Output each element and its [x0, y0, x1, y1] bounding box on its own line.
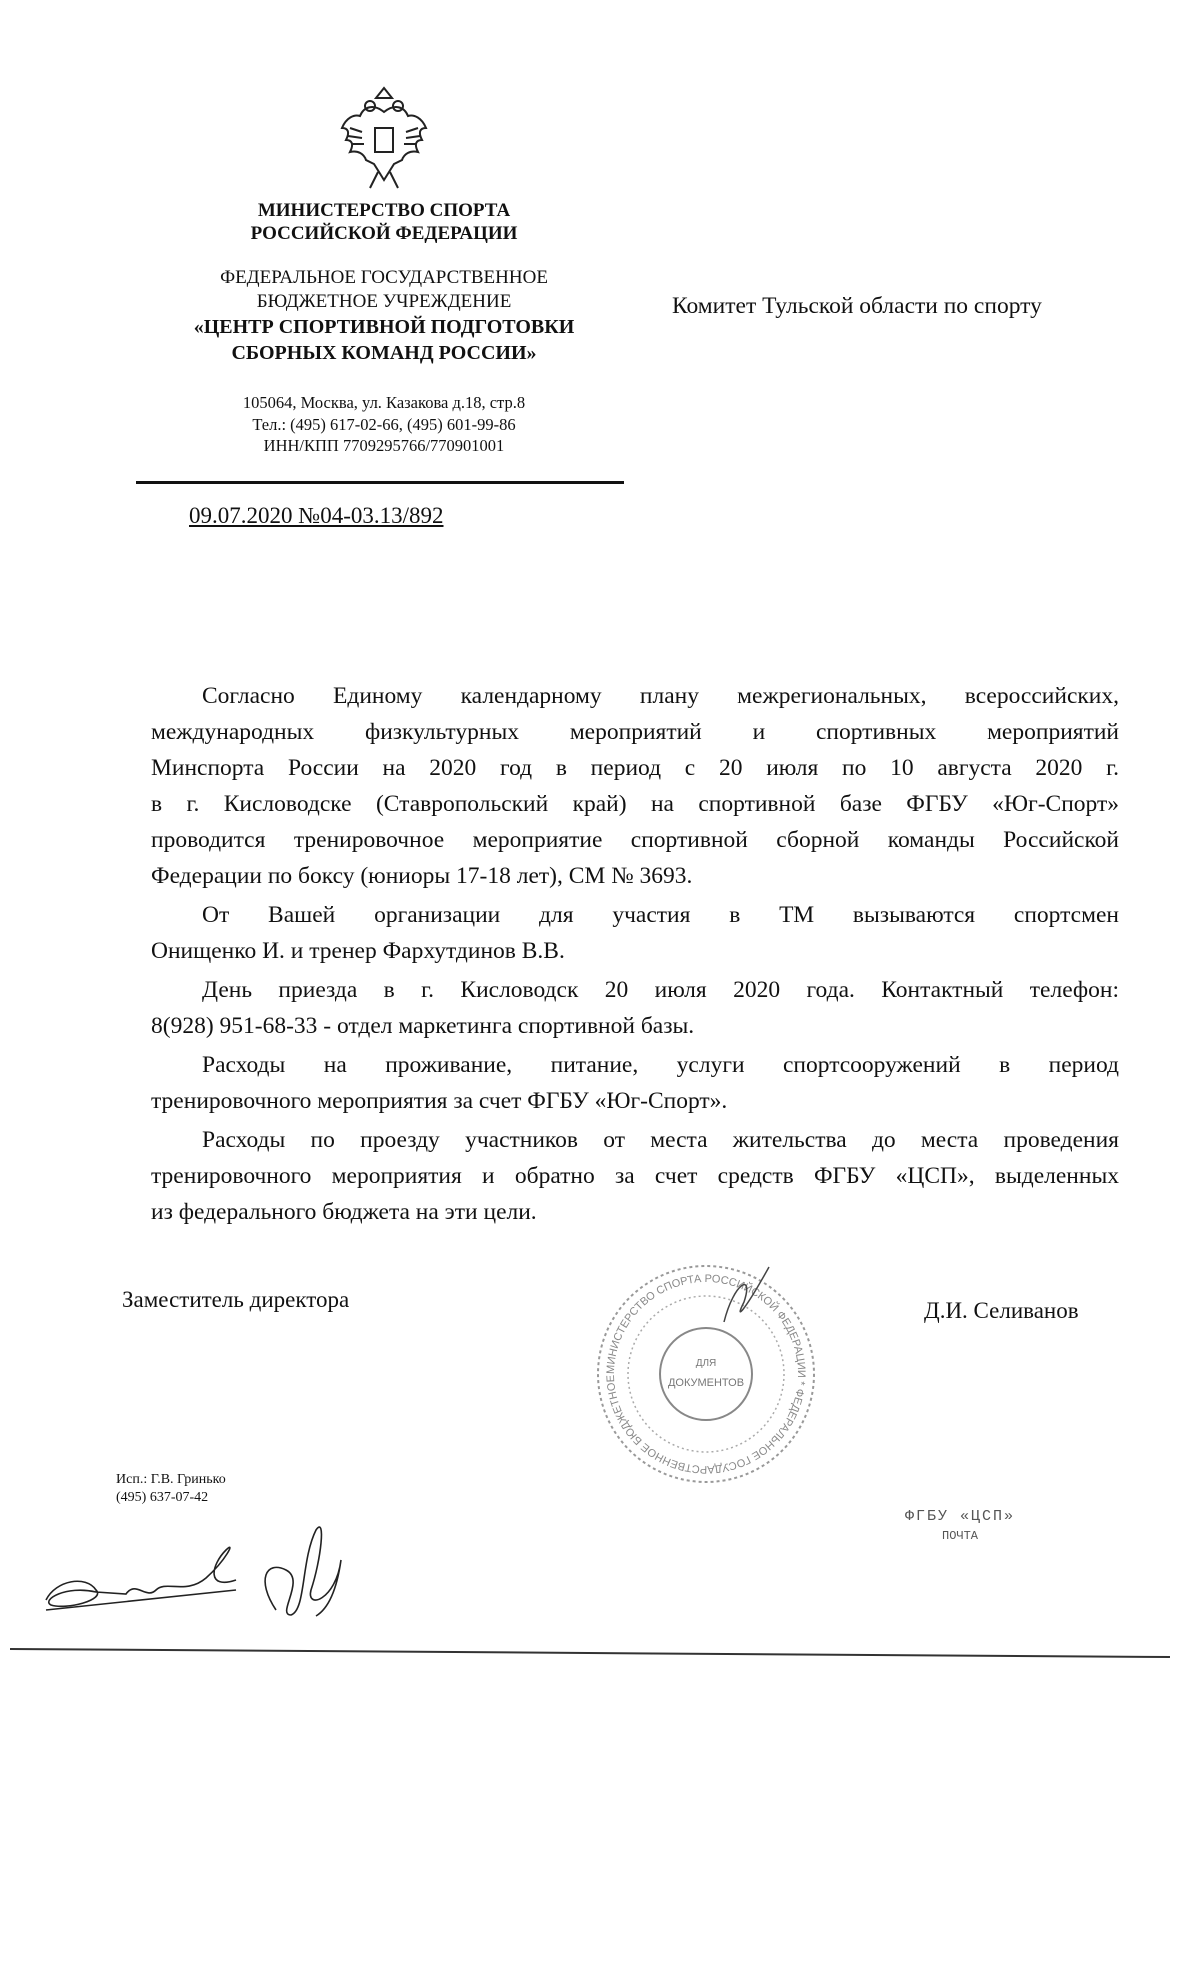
mail-stamp: [905, 1508, 1015, 1543]
body-line: проводится тренировочное мероприятие спортивной сборной команды Российской: [151, 827, 1119, 853]
svg-text:ДЛЯ: ДЛЯ: [695, 1358, 717, 1369]
body-line: Минспорта России на 2020 год в период с 20 июля по 10 августа 2020 г.: [151, 755, 1119, 781]
body-line: 8(928) 951-68-33 - отдел маркетинга спортивной базы.: [151, 1013, 695, 1039]
body-line: День приезда в г. Кисловодск 20 июля 2020 года. Контактный телефон:: [202, 977, 1119, 1003]
executor-phone: (495) 637-07-42: [116, 1490, 209, 1505]
body-line: в г. Кисловодске (Ставропольский край) на спортивной базе ФГБУ «Юг-Спорт»: [151, 791, 1119, 817]
body-line: Расходы на проживание, питание, услуги спортсооружений в период: [202, 1052, 1119, 1078]
executor-name: Исп.: Г.В. Гринько: [116, 1472, 226, 1487]
signer-name: Д.И. Селиванов: [924, 1298, 1079, 1323]
date-number: 09.07.2020 №04-03.13/892: [189, 503, 444, 528]
mail-stamp-label: ПОЧТА: [942, 1529, 979, 1543]
institution-name-line: СБОРНЫХ КОМАНД РОССИИ»: [231, 342, 537, 364]
signer-position: Заместитель директора: [122, 1287, 350, 1312]
paragraph: [151, 1122, 1119, 1230]
body-line: международных физкультурных мероприятий и спортивных мероприятий: [151, 719, 1119, 745]
address-block: [150, 392, 618, 457]
ministry-name: [150, 199, 618, 245]
body-line: Федерации по боксу (юниоры 17-18 лет), СМ № 3693.: [151, 863, 693, 889]
body-line: Расходы по проезду участников от места жительства до места проведения: [202, 1127, 1119, 1153]
handwritten-signature: [36, 1520, 366, 1620]
body-line: тренировочного мероприятия и обратно за счет средств ФГБУ «ЦСП», выделенных: [151, 1163, 1119, 1189]
letter-body: [151, 678, 1119, 1230]
paragraph: [151, 678, 1119, 894]
institution-type-line: ФЕДЕРАЛЬНОЕ ГОСУДАРСТВЕННОЕ: [220, 267, 548, 288]
body-line: Согласно Единому календарному плану межрегиональных, всероссийских,: [202, 683, 1119, 709]
body-line: из федерального бюджета на эти цели.: [151, 1199, 537, 1225]
addressee: Комитет Тульской области по спорту: [672, 293, 1042, 319]
ministry-line: МИНИСТЕРСТВО СПОРТА: [257, 200, 511, 221]
paragraph: [151, 897, 1119, 969]
inn-line: ИНН/КПП 7709295766/770901001: [263, 436, 505, 455]
body-line: От Вашей организации для участия в ТМ вызываются спортсмен: [202, 902, 1119, 928]
institution-block: [150, 266, 618, 366]
body-line: Онищенко И. и тренер Фархутдинов В.В.: [151, 938, 565, 964]
official-seal: [594, 1262, 818, 1486]
paragraph: [151, 972, 1119, 1044]
coat-of-arms-emblem: [334, 84, 434, 194]
paragraph: [151, 1047, 1119, 1119]
svg-text:МИНИСТЕРСТВО СПОРТА РОССИЙСКОЙ: МИНИСТЕРСТВО СПОРТА РОССИЙСКОЙ ФЕДЕРАЦИИ * ФЕДЕРАЛЬНОЕ ГОСУДАРСТВЕННОЕ БЮДЖЕТНОЕ: [604, 1272, 808, 1476]
mail-stamp-org: ФГБУ «ЦСП»: [905, 1508, 1016, 1525]
page-edge-shadow: [10, 1648, 1170, 1658]
institution-type-line: БЮДЖЕТНОЕ УЧРЕЖДЕНИЕ: [256, 291, 512, 312]
body-line: тренировочного мероприятия за счет ФГБУ «Юг-Спорт».: [151, 1088, 728, 1114]
ministry-line: РОССИЙСКОЙ ФЕДЕРАЦИИ: [250, 223, 518, 244]
phone-line: Тел.: (495) 617-02-66, (495) 601-99-86: [252, 414, 516, 434]
institution-name-line: «ЦЕНТР СПОРТИВНОЙ ПОДГОТОВКИ: [193, 316, 575, 338]
svg-text:ДОКУМЕНТОВ: ДОКУМЕНТОВ: [667, 1377, 745, 1389]
header-divider: [136, 481, 624, 484]
address-line: 105064, Москва, ул. Казакова д.18, стр.8: [242, 393, 526, 412]
